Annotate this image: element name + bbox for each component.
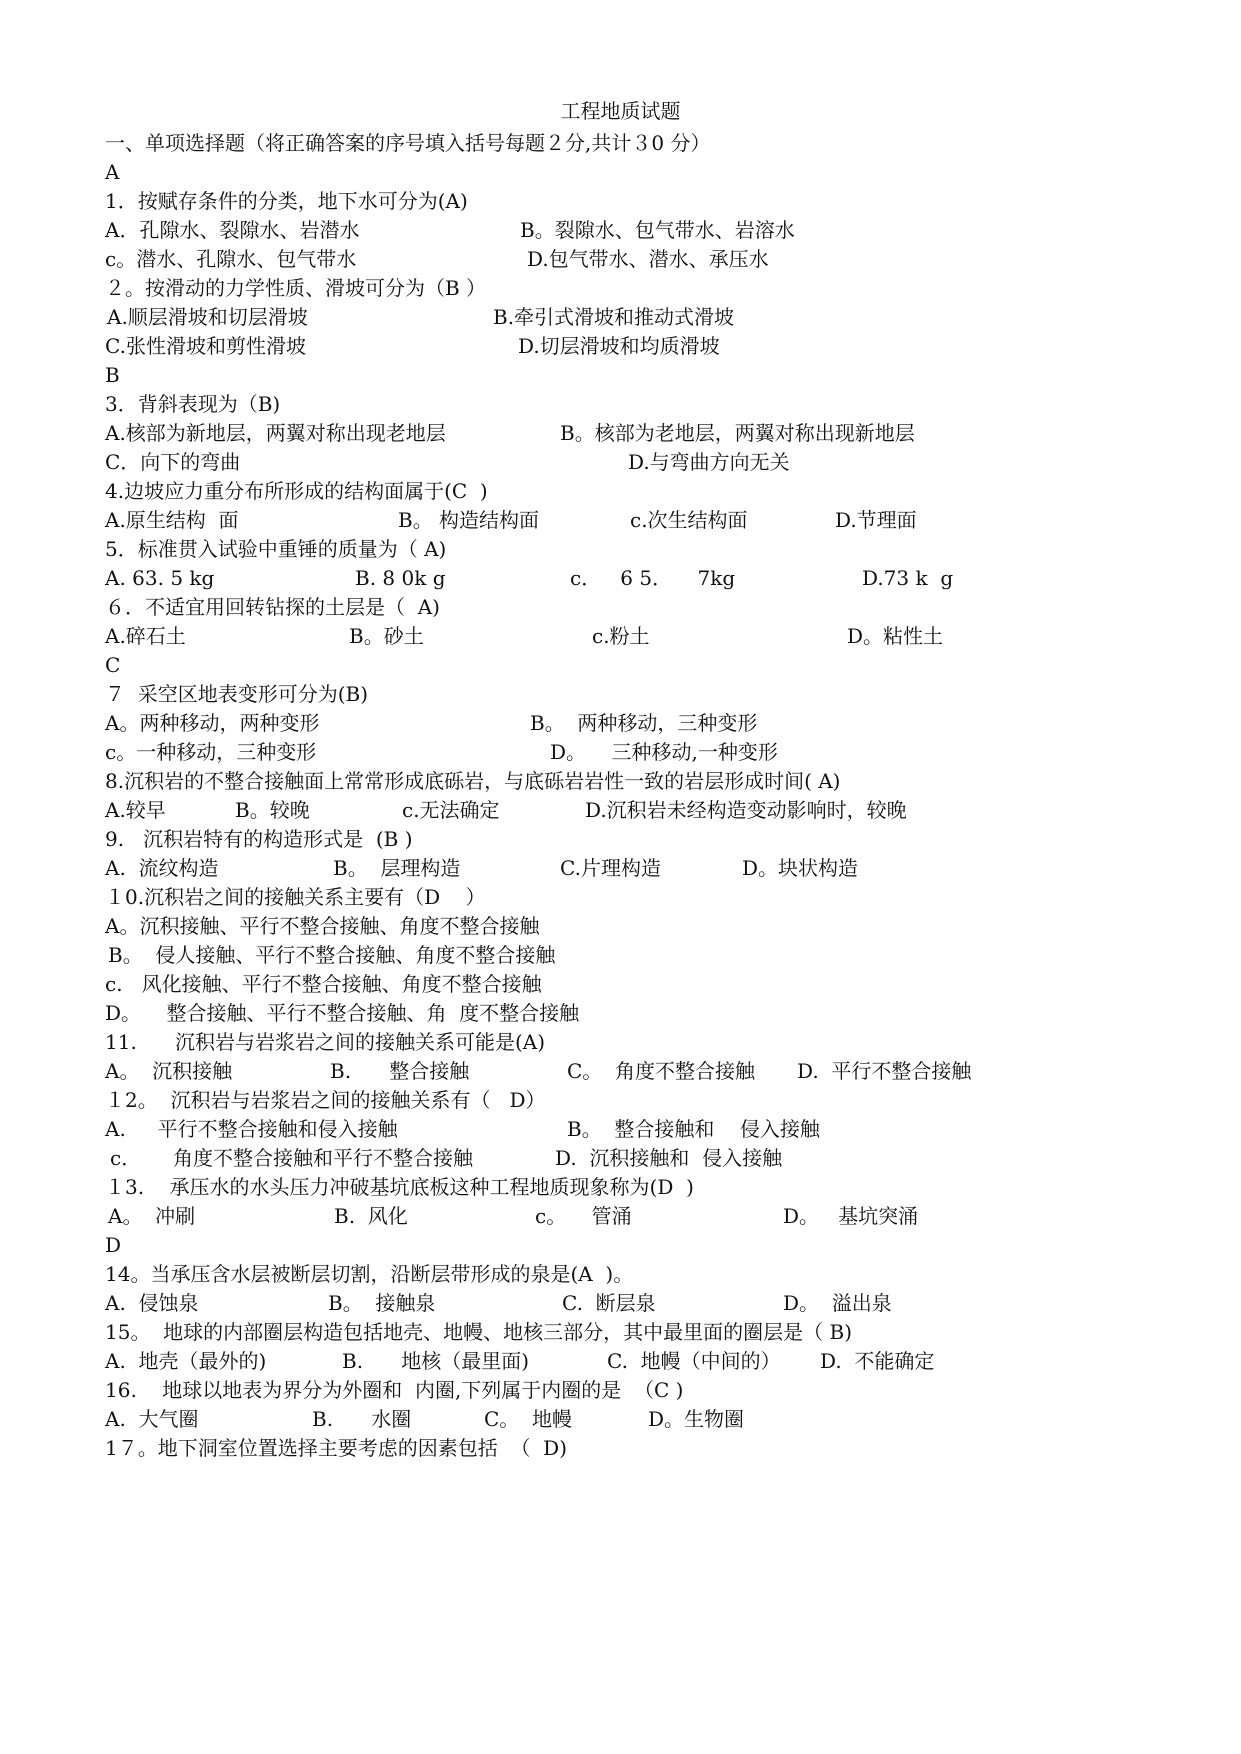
- question-5-option-d: D.73 k g: [862, 566, 954, 590]
- question-7-option-b: B。 两种移动，三种变形: [530, 711, 758, 735]
- question-9-option-b: B。 层理构造: [333, 856, 461, 880]
- question-16-option-b: B. 水圈: [312, 1407, 412, 1431]
- question-15-stem: 15。 地球的内部圈层构造包括地壳、地幔、地核三部分，其中最里面的圈层是（ B): [105, 1320, 853, 1344]
- question-10-stem: １0.沉积岩之间的接触关系主要有（D ）: [105, 885, 486, 909]
- question-6-option-c: c.粉土: [592, 624, 650, 648]
- section-heading: 一、单项选择题（将正确答案的序号填入括号每题２分,共计３0 分）: [105, 131, 711, 155]
- question-6-option-d: D。粘性土: [847, 624, 944, 648]
- question-10-option-b: B。 侵人接触、平行不整合接触、角度不整合接触: [108, 943, 556, 967]
- question-15-option-b: B. 地核（最里面): [342, 1349, 530, 1373]
- question-8-option-d: D.沉积岩未经构造变动影响时，较晚: [585, 798, 907, 822]
- group-mark-a: A: [105, 160, 120, 184]
- question-7-option-d: D。 三种移动,一种变形: [550, 740, 778, 764]
- question-1-option-c: c。潜水、孔隙水、包气带水: [105, 247, 357, 271]
- question-5-option-b: B. 8 0k g: [355, 566, 446, 590]
- question-12-option-b: B。 整合接触和 侵入接触: [567, 1117, 820, 1141]
- page-title: 工程地质试题: [560, 99, 681, 123]
- question-16-option-a: A. 大气圈: [105, 1407, 199, 1431]
- question-6-option-a: A.碎石土: [105, 624, 186, 648]
- group-mark-c: C: [105, 653, 121, 677]
- question-3-option-c: C．向下的弯曲: [105, 450, 241, 474]
- question-3-option-d: D.与弯曲方向无关: [628, 450, 790, 474]
- question-7-stem: ７ 采空区地表变形可分为(B): [105, 682, 369, 706]
- question-12-option-c: c． 角度不整合接触和平行不整合接触: [110, 1146, 473, 1170]
- question-13-option-a: A。 冲刷: [108, 1204, 196, 1228]
- question-14-option-d: D。 溢出泉: [783, 1291, 892, 1315]
- group-mark-d: D: [105, 1233, 122, 1257]
- question-14-option-b: B。 接触泉: [328, 1291, 436, 1315]
- question-11-option-a: A。 沉积接触: [105, 1059, 233, 1083]
- question-2-option-d: D.切层滑坡和均质滑坡: [518, 334, 720, 358]
- question-14-option-a: A. 侵蚀泉: [105, 1291, 199, 1315]
- question-7-option-a: A。两种移动，两种变形: [105, 711, 320, 735]
- question-4-option-c: c.次生结构面: [630, 508, 748, 532]
- question-4-option-b: B。 构造结构面: [398, 508, 540, 532]
- question-5-option-c: c． 6 5． 7kg: [570, 566, 736, 590]
- question-8-option-a: A.较早: [105, 798, 166, 822]
- question-2-option-c: C.张性滑坡和剪性滑坡: [105, 334, 306, 358]
- question-9-option-d: D。块状构造: [742, 856, 859, 880]
- question-1-option-b: B。裂隙水、包气带水、岩溶水: [520, 218, 795, 242]
- question-15-option-d: D. 不能确定: [820, 1349, 935, 1373]
- question-14-stem: 14。当承压含水层被断层切割，沿断层带形成的泉是(A )。: [105, 1262, 634, 1286]
- question-16-option-d: D。生物圈: [648, 1407, 745, 1431]
- question-1-option-d: D.包气带水、潜水、承压水: [527, 247, 769, 271]
- question-16-option-c: C。 地幔: [484, 1407, 573, 1431]
- question-9-option-a: A. 流纹构造: [105, 856, 219, 880]
- question-1-stem: 1．按赋存条件的分类，地下水可分为(A): [105, 189, 468, 213]
- question-9-option-c: C.片理构造: [560, 856, 661, 880]
- question-15-option-c: C. 地幔（中间的）: [607, 1349, 781, 1373]
- question-4-option-d: D.节理面: [835, 508, 917, 532]
- question-10-option-a: A。沉积接触、平行不整合接触、角度不整合接触: [105, 914, 540, 938]
- question-3-option-b: B。核部为老地层，两翼对称出现新地层: [560, 421, 915, 445]
- question-12-option-d: D. 沉积接触和 侵入接触: [555, 1146, 783, 1170]
- question-1-option-a: A．孔隙水、裂隙水、岩潜水: [105, 218, 360, 242]
- group-mark-b: B: [105, 363, 120, 387]
- question-7-option-c: c。一种移动，三种变形: [105, 740, 317, 764]
- question-11-stem: 11. 沉积岩与岩浆岩之间的接触关系可能是(A): [105, 1030, 545, 1054]
- question-13-option-d: D。 基坑突涌: [783, 1204, 919, 1228]
- question-10-option-d: D。 整合接触、平行不整合接触、角 度不整合接触: [105, 1001, 580, 1025]
- question-8-stem: 8.沉积岩的不整合接触面上常常形成底砾岩，与底砾岩岩性一致的岩层形成时间( A): [105, 769, 841, 793]
- question-5-option-a: A. 63. 5 kg: [105, 566, 215, 590]
- question-2-option-b: B.牵引式滑坡和推动式滑坡: [493, 305, 735, 329]
- question-17-stem: 1７。地下洞室位置选择主要考虑的因素包括 （ D): [105, 1436, 567, 1460]
- question-3-option-a: A.核部为新地层，两翼对称出现老地层: [105, 421, 446, 445]
- question-13-stem: １3. 承压水的水头压力冲破基坑底板这种工程地质现象称为(D ): [105, 1175, 694, 1199]
- question-6-option-b: B。砂土: [349, 624, 424, 648]
- question-11-option-d: D. 平行不整合接触: [797, 1059, 972, 1083]
- question-12-option-a: A. 平行不整合接触和侵入接触: [105, 1117, 398, 1141]
- question-3-stem: 3．背斜表现为（B): [105, 392, 281, 416]
- question-2-option-a: A.顺层滑坡和切层滑坡: [107, 305, 308, 329]
- question-2-stem: ２。按滑动的力学性质、滑坡可分为（B ）: [105, 276, 487, 300]
- question-13-option-b: B. 风化: [334, 1204, 408, 1228]
- question-15-option-a: A. 地壳（最外的): [105, 1349, 267, 1373]
- question-9-stem: 9. 沉积岩特有的构造形式是 (B ): [105, 827, 413, 851]
- question-16-stem: 16. 地球以地表为界分为外圈和 内圈,下列属于内圈的是 （C ): [105, 1378, 684, 1402]
- question-11-option-b: B. 整合接触: [330, 1059, 470, 1083]
- question-4-option-a: A.原生结构 面: [105, 508, 239, 532]
- question-5-stem: 5．标准贯入试验中重锤的质量为（ A): [105, 537, 447, 561]
- question-8-option-c: c.无法确定: [402, 798, 500, 822]
- question-12-stem: １2。 沉积岩与岩浆岩之间的接触关系有（ D）: [105, 1088, 546, 1112]
- question-11-option-c: C。 角度不整合接触: [567, 1059, 756, 1083]
- question-4-stem: 4.边坡应力重分布所形成的结构面属于(C ): [105, 479, 488, 503]
- question-14-option-c: C. 断层泉: [562, 1291, 656, 1315]
- question-13-option-c: c。 管涌: [535, 1204, 632, 1228]
- question-10-option-c: c. 风化接触、平行不整合接触、角度不整合接触: [105, 972, 542, 996]
- question-8-option-b: B。较晚: [235, 798, 310, 822]
- question-6-stem: ６．不适宜用回转钻探的土层是（ A): [105, 595, 440, 619]
